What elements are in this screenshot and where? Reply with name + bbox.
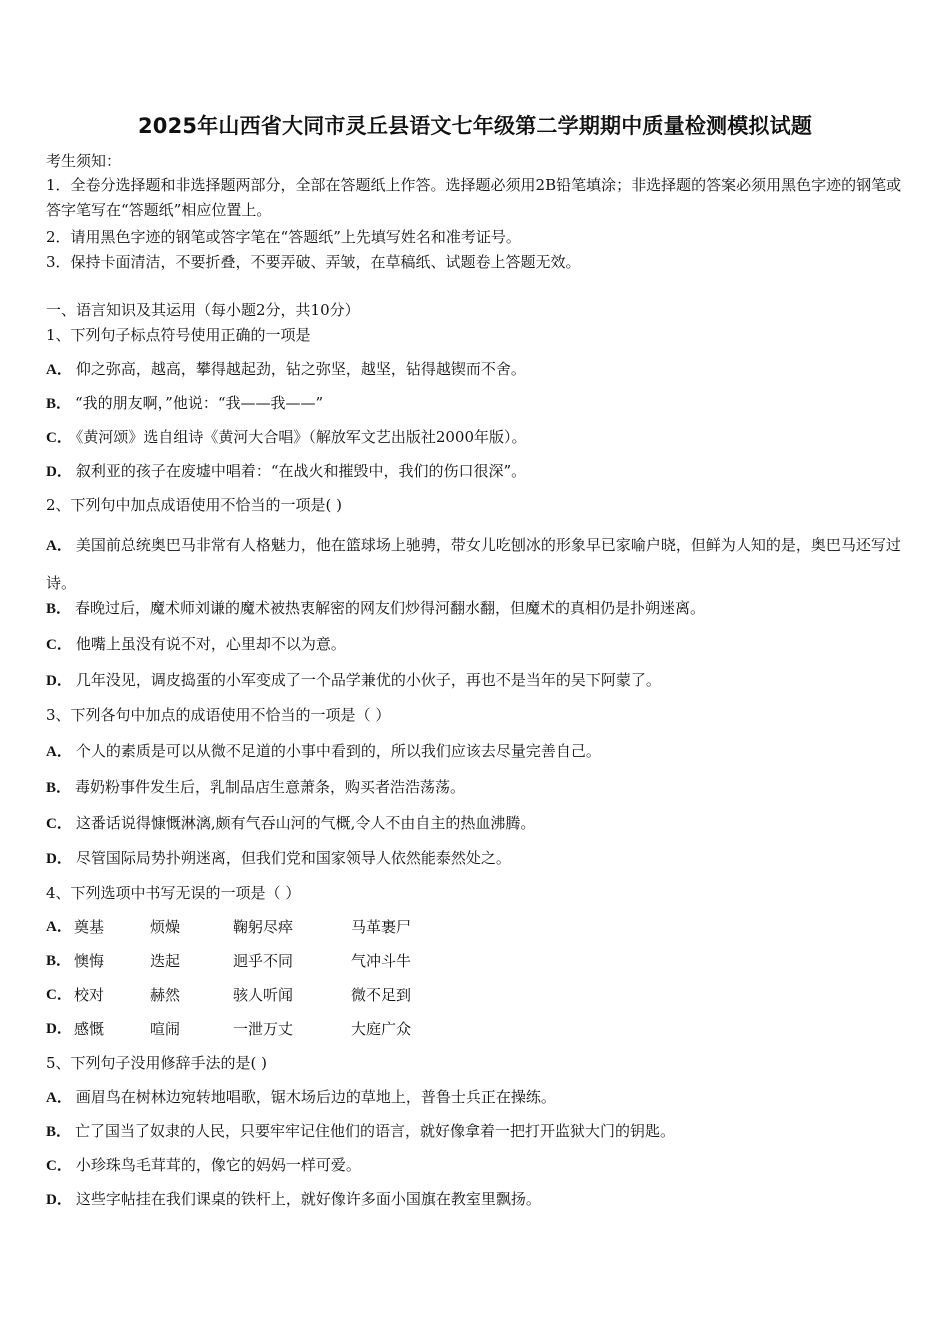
option-text: 小珍珠鸟毛茸茸的，像它的妈妈一样可爱。 [75,1156,361,1174]
option-text: 他嘴上虽没有说不对，心里却不以为意。 [75,635,346,653]
q5-option-b [46,1120,675,1143]
question-1-stem: 1、下列句子标点符号使用正确的一项是 [46,326,311,344]
q4-option-d [46,1018,446,1040]
option-text: 个人的素质是可以从微不足道的小事中看到的，所以我们应该去尽量完善自己。 [75,742,601,760]
option-word: 马革裹尸 [351,918,412,936]
q2-option-b [46,597,705,620]
q5-option-d [46,1188,541,1211]
option-text: 毒奶粉事件发生后，乳制品店生意萧条，购买者浩浩荡荡。 [75,778,466,796]
notice-item-2: 2．请用黑色字迹的钢笔或答字笔在“答题纸”上先填写姓名和准考证号。 [46,228,521,246]
option-text: 亡了国当了奴隶的人民，只要牢牢记住他们的语言，就好像拿着一把打开监狱大门的钥匙。 [75,1122,676,1140]
option-word: 喧闹 [150,1020,181,1038]
option-text: 尽管国际局势扑朔迷离，但我们党和国家领导人依然能泰然处之。 [75,849,511,867]
option-word: 微不足到 [351,986,412,1004]
option-word: 大庭广众 [351,1020,412,1038]
option-word: 感慨 [74,1020,105,1038]
q2-option-a [46,527,904,602]
option-label: C． [46,637,72,653]
q4-option-b [46,950,446,972]
option-label: B． [46,396,72,412]
option-label: D． [46,464,72,480]
q2-option-d [46,669,661,692]
option-word: 懊悔 [74,952,105,970]
option-label: A． [46,744,72,760]
option-label: D． [46,851,72,867]
q4-option-c [46,984,446,1006]
option-word: 鞠躬尽瘁 [233,918,294,936]
q3-option-a [46,740,601,763]
option-text: 《黄河颂》选自组诗《黄河大合唱》（解放军文艺出版社2000年版）。 [75,428,527,446]
option-word: 迥乎不同 [233,952,294,970]
option-text: 春晚过后，魔术师刘谦的魔术被热衷解密的网友们炒得河翻水翻，但魔术的真相仍是扑朔迷离。 [75,599,706,617]
option-label: D． [46,673,72,689]
option-word: 骇人听闻 [233,986,294,1004]
option-label: B． [46,1124,72,1140]
option-word: 一泄万丈 [233,1020,294,1038]
option-label: A． [46,362,72,378]
option-label: C． [46,816,72,832]
option-word: 奠基 [74,918,105,936]
q1-option-a [46,358,526,381]
option-word: 迭起 [150,952,181,970]
question-3-stem: 3、下列各句中加点的成语使用不恰当的一项是（ ） [46,706,391,724]
option-text: 这些字帖挂在我们课桌的铁杆上，就好像许多面小国旗在教室里飘扬。 [75,1190,541,1208]
q5-option-a [46,1086,556,1109]
option-text: “我的朋友啊，”他说：“我——我——” [75,394,324,412]
option-label: B． [46,780,72,796]
question-5-stem: 5、下列句子没用修辞手法的是( ) [46,1054,268,1072]
option-label: C． [46,430,72,446]
q1-option-c [46,426,527,449]
q1-option-d [46,460,526,483]
option-word: 气冲斗牛 [351,952,412,970]
notice-heading: 考生须知： [46,152,122,170]
option-text: 画眉鸟在树林边宛转地唱歌，锯木场后边的草地上，普鲁士兵正在操练。 [75,1088,556,1106]
q5-option-c [46,1154,361,1177]
option-label: B． [46,601,72,617]
option-label: C． [46,1158,72,1174]
option-label: D． [46,1021,72,1037]
q1-option-b [46,392,323,415]
q3-option-d [46,847,511,870]
option-text: 几年没见，调皮捣蛋的小军变成了一个品学兼优的小伙子，再也不是当年的吴下阿蒙了。 [75,671,661,689]
option-text: 仰之弥高，越高，攀得越起劲，钻之弥坚，越坚，钻得越锲而不舍。 [75,360,526,378]
q2-option-c [46,633,346,656]
option-label: A． [46,919,72,935]
option-label: B． [46,953,72,969]
option-label: A． [46,1090,72,1106]
option-label: C． [46,987,72,1003]
section-heading: 一、语言知识及其运用（每小题2分，共10分） [46,301,360,319]
option-label: A． [46,538,72,554]
option-text: 美国前总统奥巴马非常有人格魅力，他在篮球场上驰骋，带女儿吃刨冰的形象早已家喻户晓，但鲜为人知的是，奥巴马还写过诗。 [46,536,901,592]
option-word: 赫然 [150,986,181,1004]
q3-option-b [46,776,465,799]
notice-item-3: 3．保持卡面清洁，不要折叠，不要弄破、弄皱，在草稿纸、试题卷上答题无效。 [46,253,581,271]
question-2-stem: 2、下列句中加点成语使用不恰当的一项是( ) [46,496,343,514]
question-4-stem: 4、下列选项中书写无误的一项是（ ） [46,884,301,902]
option-word: 烦燥 [150,918,181,936]
notice-item-1: 1．全卷分选择题和非选择题两部分，全部在答题纸上作答。选择题必须用2B铅笔填涂；非选择题的答案必须用黑色字迹的钢笔或答字笔写在“答题纸”相应位置上。 [46,176,902,219]
q3-option-c [46,812,535,835]
page-title: 2025年山西省大同市灵丘县语文七年级第二学期期中质量检测模拟试题 [137,114,813,138]
option-word: 校对 [74,986,105,1004]
option-label: D． [46,1192,72,1208]
option-text: 叙利亚的孩子在废墟中唱着：“在战火和摧毁中，我们的伤口很深”。 [75,462,527,480]
q4-option-a [46,916,446,938]
option-text: 这番话说得慷慨淋漓,颇有气吞山河的气概,令人不由自主的热血沸腾。 [75,814,536,832]
